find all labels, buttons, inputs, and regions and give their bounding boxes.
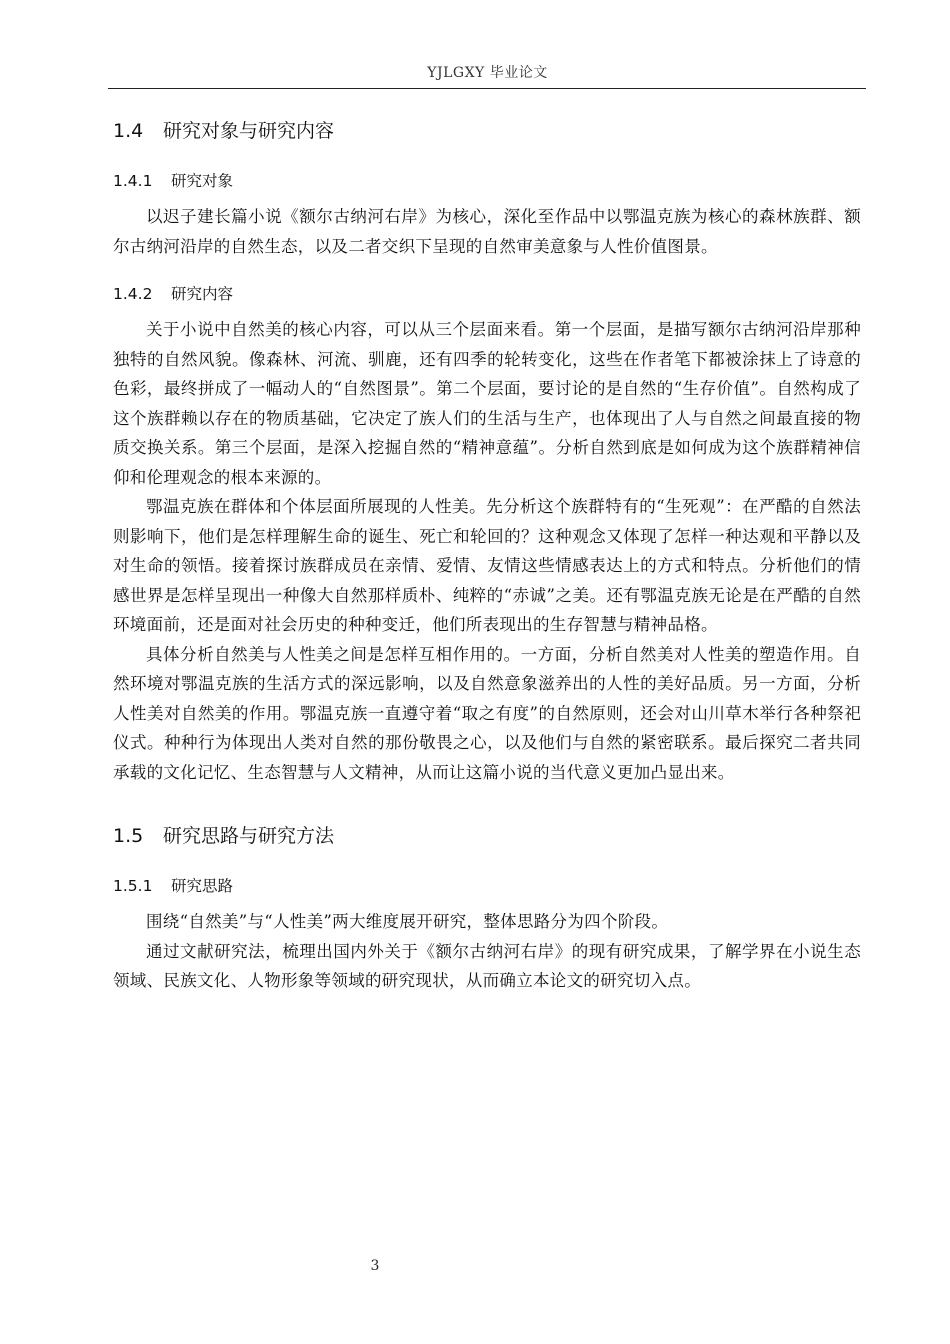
subsection-heading-1-5-1: [113, 871, 861, 901]
page-body: [113, 112, 861, 996]
page-number: 3: [370, 1258, 380, 1274]
header-divider: [108, 88, 866, 89]
subsection-number: 1.4.2: [113, 285, 153, 303]
subsection-title: 研究内容: [171, 285, 234, 303]
paragraph: 通过文献研究法，梳理出国内外关于《额尔古纳河右岸》的现有研究成果，了解学界在小说生态领域、民族文化、人物形象等领域的研究现状，从而确立本论文的研究切入点。: [113, 941, 861, 990]
running-header: YJLGXY 毕业论文: [427, 65, 548, 81]
paragraph: 关于小说中自然美的核心内容，可以从三个层面来看。第一个层面，是描写额尔古纳河沿岸那种独特的自然风貌。像森林、河流、驯鹿，还有四季的轮转变化，这些在作者笔下都被涂抹上了诗意的色彩，最终拼成了一幅动人的“自然图景”。第二个层面，要讨论的是自然的“生存价值”。自然构成了这个族群赖以存在的物质基础，它决定了族人们的生活与生产，也体现出了人与自然之间最直接的物质交换关系。第三个层面，是深入挖掘自然的“精神意蕴”。分析自然到底是如何成为这个族群精神信仰和伦理观念的根本来源的。: [113, 320, 861, 487]
section-title: 研究思路与研究方法: [163, 825, 335, 847]
subsection-number: 1.4.1: [113, 172, 153, 190]
paragraph: 以迟子建长篇小说《额尔古纳河右岸》为核心，深化至作品中以鄂温克族为核心的森林族群、额尔古纳河沿岸的自然生态，以及二者交织下呈现的自然审美意象与人性价值图景。: [113, 207, 861, 256]
subsection-title: 研究对象: [171, 172, 234, 190]
subsection-title: 研究思路: [171, 877, 234, 895]
paragraph: 围绕“自然美”与“人性美”两大维度展开研究，整体思路分为四个阶段。: [146, 912, 669, 931]
section-heading-1-5: [113, 817, 861, 855]
section-number: 1.4: [113, 120, 144, 142]
subsection-number: 1.5.1: [113, 877, 153, 895]
paragraph: 具体分析自然美与人性美之间是怎样互相作用的。一方面，分析自然美对人性美的塑造作用。自然环境对鄂温克族的生活方式的深远影响，以及自然意象滋养出的人性的美好品质。另一方面，分析人性美对自然美的作用。鄂温克族一直遵守着“取之有度”的自然原则，还会对山川草木举行各种祭祀仪式。种种行为体现出人类对自然的那份敬畏之心，以及他们与自然的紧密联系。最后探究二者共同承载的文化记忆、生态智慧与人文精神，从而让这篇小说的当代意义更加凸显出来。: [113, 644, 861, 782]
section-title: 研究对象与研究内容: [163, 120, 335, 142]
subsection-heading-1-4-2: [113, 279, 861, 309]
section-number: 1.5: [113, 825, 144, 847]
subsection-heading-1-4-1: [113, 166, 861, 196]
section-heading-1-4: [113, 112, 861, 150]
paragraph: 鄂温克族在群体和个体层面所展现的人性美。先分析这个族群特有的“生死观”：在严酷的自然法则影响下，他们是怎样理解生命的诞生、死亡和轮回的？这种观念又体现了怎样一种达观和平静以及对生命的领悟。接着探讨族群成员在亲情、爱情、友情这些情感表达上的方式和特点。分析他们的情感世界是怎样呈现出一种像大自然那样质朴、纯粹的“赤诚”之美。还有鄂温克族无论是在严酷的自然环境面前，还是面对社会历史的种种变迁，他们所表现出的生存智慧与精神品格。: [113, 497, 861, 634]
